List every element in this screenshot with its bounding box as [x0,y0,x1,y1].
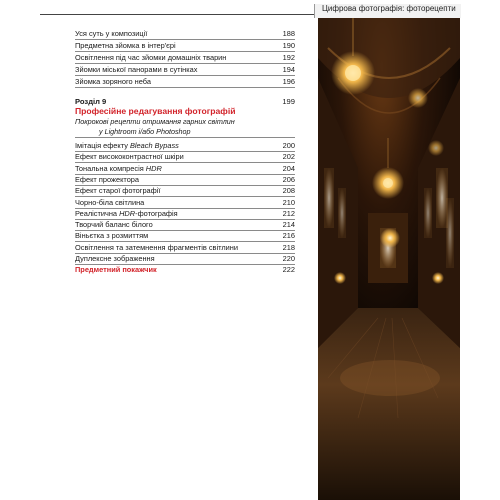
toc-entry-label: Освітлення та затемнення фрагментів світлини [75,242,238,252]
toc-entry [75,76,295,88]
toc-entry-label: Ефект прожектора [75,174,140,184]
toc-entry [75,230,295,242]
toc-entry [75,174,295,186]
toc-entry [75,151,295,163]
toc-entry-page: 212 [282,208,295,218]
section-subtitle-line1: Покрокові рецепти отримання гарних світлин [75,117,235,126]
toc-entry-label: Ефект старої фотографії [75,186,161,196]
hall-of-mirrors-photo [318,18,460,500]
toc-entry-label: Освітлення під час зйомки домашніх тварин [75,53,227,62]
section-title: Професійне редагування фотографій [75,106,236,116]
toc-entry-page: 206 [282,174,295,184]
toc-entry-page: 218 [282,242,295,252]
toc-entry-page: 216 [282,231,295,241]
toc-entry-label: Тональна компресія HDR [75,163,162,173]
index-entry-page: 222 [282,265,295,274]
toc-entry-page: 190 [282,41,295,50]
toc-entry-page: 202 [282,152,295,162]
section-page: 199 [282,97,295,106]
toc-entry-label: Творчий баланс білого [75,220,153,230]
toc-entry-page: 214 [282,220,295,230]
running-head: Цифрова фотографія: фоторецепти [322,4,456,13]
toc-entry-page: 200 [282,141,295,150]
toc-entry [75,52,295,64]
toc-entry-label: Реалістична HDR-фотографія [75,208,178,218]
toc-entry-label: Предметна зйомка в інтер'єрі [75,41,176,50]
section-subtitle-line2: у Lightroom і/або Photoshop [75,127,295,139]
toc-entry-label: Віньєтка з розмиттям [75,231,149,241]
toc-entry-page: 204 [282,163,295,173]
toc-entry-label: Чорно-біла світлина [75,197,145,207]
toc-entry [75,219,295,231]
toc-entry-label: Ефект висококонтрастної шкіри [75,152,184,162]
toc-entry [75,185,295,197]
toc-entry-label: Уся суть у композиції [75,29,148,38]
toc-entry [75,163,295,175]
toc-entry-page: 210 [282,197,295,207]
toc-entry [75,197,295,209]
toc-entry-page: 220 [282,254,295,263]
toc-entry-label: Імітація ефекту Bleach Bypass [75,141,179,150]
toc-entry-label: Дуплексне зображення [75,254,155,263]
toc-entry [75,64,295,76]
toc-entry-page: 192 [282,53,295,62]
toc-entry-page: 208 [282,186,295,196]
toc-entry [75,28,295,40]
toc-entry-page: 194 [282,65,295,74]
toc-entry-page: 188 [282,29,295,38]
section-number: Розділ 9 [75,97,107,106]
index-entry-label: Предметний покажчик [75,265,157,274]
toc-entry [75,40,295,52]
index-entry [75,264,295,275]
toc-entry [75,242,295,254]
chandelier-hall-illustration [318,18,460,500]
toc-entry [75,208,295,220]
toc-entry-label: Зйомка зоряного неба [75,77,151,86]
toc-entry-label: Зйомки міської панорами в сутінках [75,65,198,74]
toc-entry [75,140,295,152]
toc-entry-page: 196 [282,77,295,86]
